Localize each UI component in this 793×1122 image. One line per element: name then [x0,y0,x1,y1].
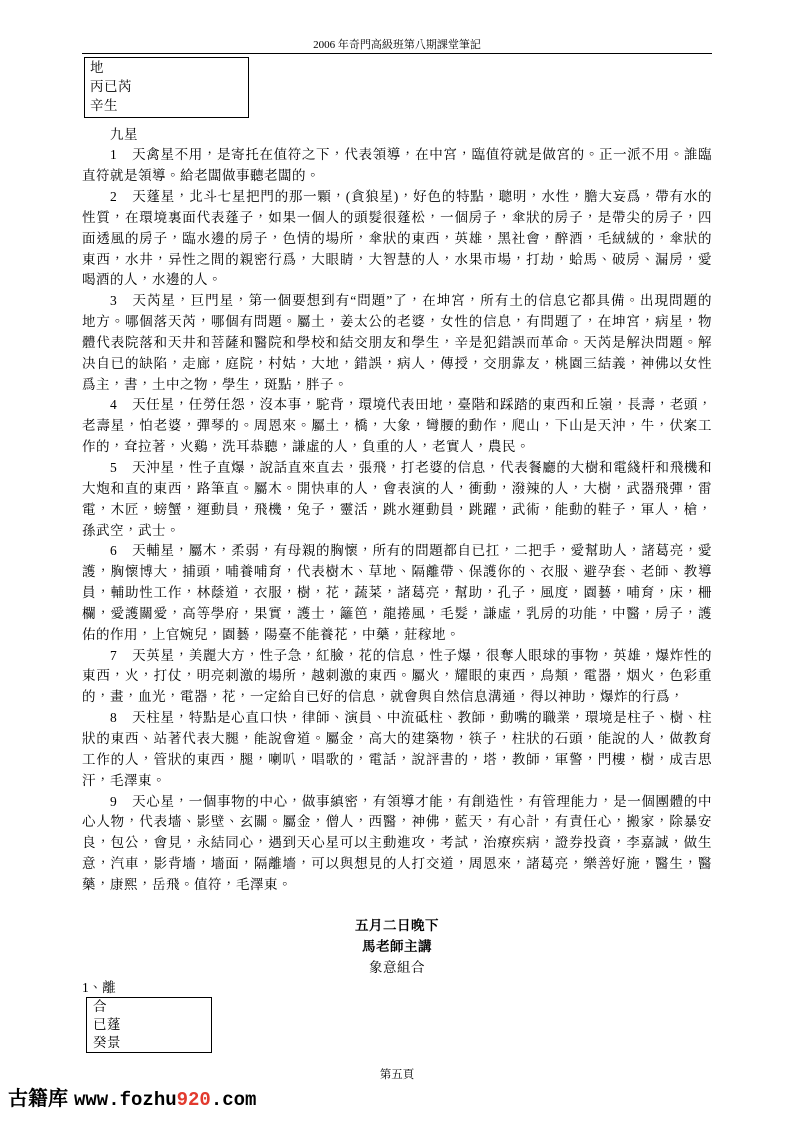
combination-label: 1、離 [82,980,116,995]
paragraph-text: 大炮和直的東西，路筆直。屬木。開快車的人，會表演的人，衝動，潑辣的人，大樹，武器飛彈，雷 [82,480,712,496]
paragraph-line [82,375,712,396]
paragraph-1 [82,145,712,187]
paragraph-line [82,479,712,500]
paragraph-7 [82,646,712,709]
paragraph-line [82,812,712,833]
paragraph-line [82,437,712,458]
paragraph-text: 護，胸懷博大，捕頭，哺養哺育，代表樹木、草地、隔離帶、保護你的、衣服、避孕套、老師、教導 [82,564,712,580]
paragraph-line [82,250,712,271]
paragraph-text: 性質，在環境裏面代表蓬子，如果一個人的頭髮很蓬松，一個房子，傘狀的房子，是帶尖的房子，四 [82,209,712,225]
paragraph-line [82,521,712,542]
paragraph-line [82,771,712,792]
paragraph-text: 天心星，一個事物的中心，做事縝密，有領導才能，有創造性，有管理能力，是一個團體的中 [132,793,712,809]
paragraph-line [82,750,712,771]
paragraph-line [82,604,712,625]
lecture-header [82,915,712,978]
paragraph-text: 天沖星，性子直爆，說話直來直去，張飛，打老婆的信息，代表餐廳的大樹和電綫杆和飛機和 [132,460,712,475]
paragraph-line [82,354,712,375]
paragraph-line [82,333,712,354]
paragraph-6 [82,541,712,645]
lecture-speaker: 馬老師主講 [362,938,432,954]
paragraph-text: 的，畫，血光，電器，花，一定給自已好的信息，就會與自然信息溝通，得以神助，爆炸的行爲， [82,689,684,705]
nine-stars-section [82,125,712,896]
paragraph-line [82,166,712,187]
paragraph-line [82,187,712,208]
combination-box-line: 癸景 [93,1035,121,1050]
paragraph-text: 直符就是領導。給老闆做事聽老闆的。 [82,168,320,184]
paragraph-line [82,687,712,708]
paragraph-text: 良，包公，會見，永結同心，遇到天心星可以主動進攻，考試，治療疾病，證券投資，李嘉誠，做生 [82,835,712,851]
watermark-url-highlight: 920 [176,1089,211,1111]
paragraph-number: 3 [110,293,117,309]
combination-box-line: 已蓬 [93,1017,121,1032]
paragraph-text: 天蓬星，北斗七星把門的那一顆，(貪狼星)，好色的特點，聰明，水性，膽大妄爲，帶有水的 [132,189,712,205]
header-rule [82,53,712,54]
paragraph-number: 4 [110,397,117,413]
top-palace-box [84,57,249,118]
page-header-title: 2006 年奇門高級班第八期課堂筆記 [313,39,481,51]
paragraph-line [82,708,712,729]
paragraph-line [82,395,712,416]
paragraph-text: 體代表院落和天井和菩薩和醫院和學校和結交朋友和學生，辛是犯錯誤而革命。天芮是解決問題。解 [82,334,712,350]
paragraph-text: 面透風的房子，臨水邊的房子，色情的場所，傘狀的東西，英雄，黑社會，醉酒，毛絨絨的，傘狀的 [82,230,712,246]
paragraph-line [82,229,712,250]
paragraph-line [82,416,712,437]
paragraph-text: 孫武空，武士。 [82,522,180,538]
paragraph-number: 7 [110,647,117,663]
paragraph-number: 5 [110,460,117,475]
paragraph-text: 喝酒的人，水邊的人。 [82,272,222,288]
paragraph-line [82,270,712,291]
paragraph-text: 爲主，書，土中之物，學生，斑點，胖子。 [82,376,348,392]
paragraph-text: 欄，愛護關愛，高等學府，果實，護士，籬笆，龍捲風，毛髮，謙虛，乳房的功能，中醫，房子，護 [82,605,712,621]
watermark-url-prefix: www.fozhu [74,1089,177,1111]
paragraph-text: 東西，水井，异性之間的親密行爲，大眼睛，大智慧的人，水果市場，打劫，蛤馬、破房、漏房，愛 [82,251,712,267]
paragraph-text: 藥，康熙，岳飛。值符，毛澤東。 [82,876,292,892]
paragraph-number: 9 [110,793,117,809]
paragraph-line [82,854,712,875]
paragraph-text: 電，木匠，螃蟹，運動員，飛機，兔子，靈活，跳水運動員，跳躍，武術，能動的鞋子，軍人，槍， [82,501,712,517]
paragraph-text: 意，汽車，影背墻，墻面，隔離墻，可以與想見的人打交道，周恩來，諸葛亮，樂善好施，醫生，醫 [82,856,712,872]
paragraph-line [82,729,712,750]
paragraph-text: 作的，耷拉著，火鷄，洗耳恭聽，謙虛的人，負重的人，老實人，農民。 [82,439,530,455]
paragraph-number: 2 [110,189,117,205]
watermark-site-name: 古籍库 [8,1086,68,1110]
paragraph-line [82,646,712,667]
paragraph-number: 1 [110,147,117,163]
paragraph-line [82,458,712,479]
paragraph-line [82,145,712,166]
paragraph-text: 天輔星，屬木，柔弱，有母親的胸懷，所有的問題都自已扛，二把手，愛幫助人，諸葛亮，愛 [132,543,712,559]
paragraph-text: 决自已的缺陷，走廊，庭院，村姑，大地，錯誤，病人，傳授，交朋靠友，桃園三結義，神佛以女性 [82,355,712,371]
paragraph-2 [82,187,712,291]
paragraph-number: 8 [110,710,117,726]
paragraph-3 [82,291,712,395]
paragraph-line [82,208,712,229]
paragraph-8 [82,708,712,791]
paragraph-line [82,500,712,521]
paragraph-line [82,291,712,312]
paragraph-text: 天任星，任勞任怨，沒本事，駝背，環境代表田地，臺階和踩踏的東西和丘嶺，長壽，老頭， [132,397,712,413]
lecture-topic: 象意組合 [369,959,425,975]
paragraph-text: 佑的作用，上官婉兒，園藝，陽臺不能養花，中藥，莊稼地。 [82,626,460,642]
paragraph-text: 天芮星，巨門星，第一個要想到有“問題”了，在坤宮，所有土的信息它都具備。出現問題的 [132,293,712,309]
paragraph-4 [82,395,712,458]
paragraph-text: 汗，毛澤東。 [82,772,166,788]
combination-box-line: 合 [93,999,107,1014]
paragraph-line [82,666,712,687]
paragraph-text: 天柱星，特點是心直口快，律師、演員、中流砥柱、教師，動嘴的職業，環境是柱子、樹、柱 [132,710,712,726]
lecture-date: 五月二日晚下 [355,917,439,933]
section-heading: 九星 [110,126,138,142]
paragraph-9 [82,792,712,896]
paragraph-line [82,583,712,604]
paragraph-line [82,625,712,646]
watermark-url [74,1089,256,1111]
paragraph-text: 天英星，美麗大方，性子急，紅臉，花的信息，性子爆，很奪人眼球的事物，英雄，爆炸性的 [132,647,712,663]
paragraph-text: 老壽星，怕老婆，彈琴的。周恩來。屬土，橋，大象，彎腰的動作，爬山，下山是天沖，牛，伏案工 [82,418,712,434]
paragraph-line [82,562,712,583]
watermark-url-suffix: .com [210,1089,257,1111]
palace-box-line: 地 [90,60,104,75]
paragraph-text: 天禽星不用，是寄托在值符之下，代表領導，在中宮，臨值符就是做宮的。正一派不用。誰臨 [132,147,712,163]
paragraph-line [82,833,712,854]
watermark [8,1086,256,1110]
paragraph-line [82,875,712,896]
paragraph-line [82,792,712,813]
paragraph-5 [82,458,712,541]
paragraph-text: 員，輔助性工作，林蔭道，衣服，樹，花，蔬菜，諸葛亮，幫助，孔子，風度，園藝，哺育，床，柵 [82,585,712,601]
paragraph-text: 地方。哪個落天芮，哪個有問題。屬土，姜太公的老婆，女性的信息，有問題了，在坤宮，病星，物 [82,314,712,330]
paragraph-text: 狀的東西、站著代表大腿，能說會道。屬金，高大的建築物，筷子，柱狀的石頭，能說的人，做教育 [82,730,712,746]
palace-box-line: 辛生 [90,98,118,113]
palace-box-line: 丙已芮 [90,79,132,94]
paragraph-line [82,312,712,333]
paragraph-text: 工作的人，管狀的東西，腿，喇叭，唱歌的，電話，說評書的，塔，教師，軍警，門樓，樹，成吉思 [82,751,712,767]
combination-box [86,997,212,1053]
paragraph-text: 心人物，代表墻、影壁、玄關。屬金，僧人，西醫，神佛，藍天，有心計，有責任心，搬家，除暴安 [82,814,712,830]
paragraph-line [82,541,712,562]
paragraph-number: 6 [110,543,117,559]
page-number: 第五頁 [379,1069,415,1081]
paragraph-text: 東西，火，打仗，明亮刺激的場所，越刺激的東西。屬火，耀眼的東西，鳥類，電器，烟火，色彩重 [82,668,712,684]
